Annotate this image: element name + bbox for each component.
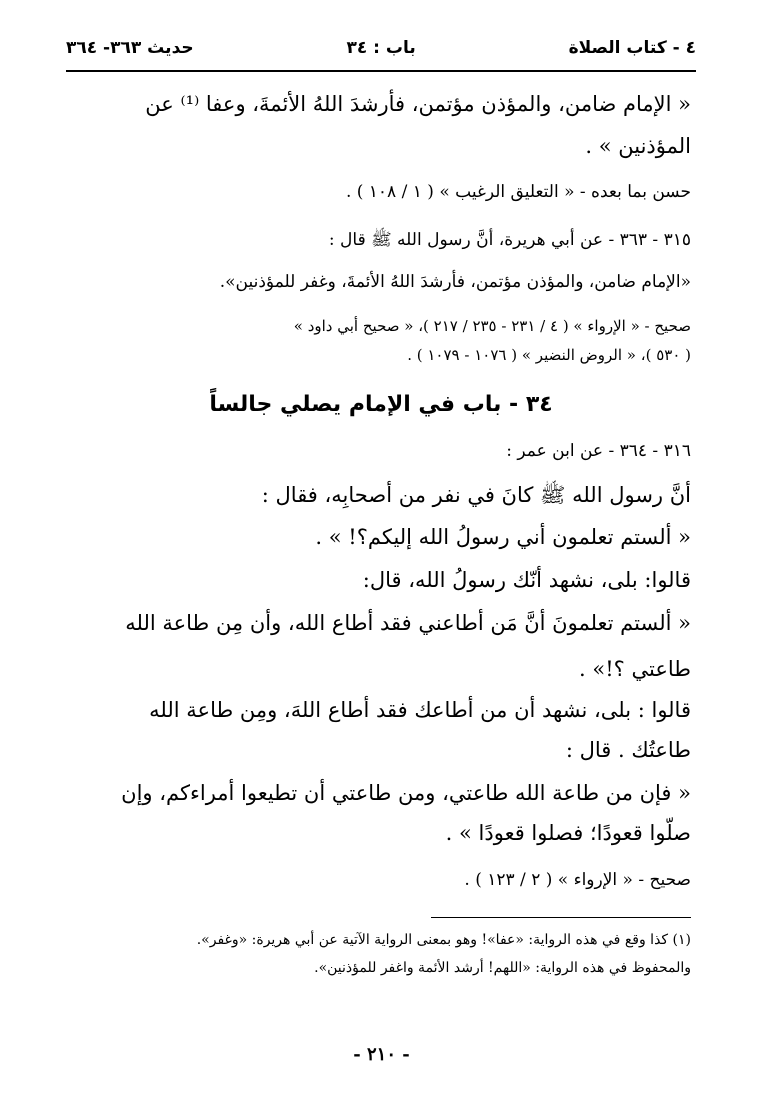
hadith-316-line-2: « ألستم تعلمون أني رسولُ الله إليكم؟! » .	[315, 525, 691, 549]
header-bab: باب : ٣٤	[346, 38, 416, 58]
header-hadith-range: حديث ٣٦٣- ٣٦٤	[66, 38, 194, 58]
hadith-314-text-line-2: المؤذنين » .	[585, 134, 691, 158]
header-divider	[66, 70, 696, 72]
hadith-316-intro: ٣١٦ - ٣٦٤ - عن ابن عمر :	[506, 441, 691, 461]
hadith-316-line-3: قالوا: بلى، نشهد أنّك رسولُ الله، قال:	[362, 568, 691, 592]
page-number: - ٢١٠ -	[353, 1044, 410, 1065]
hadith-315-text: «الإمام ضامن، والمؤذن مؤتمن، فأرشدَ اللهُ الأئمةَ، وغفر للمؤذنين».	[219, 272, 691, 292]
hadith-316-line-7: طاعتُك . قال :	[565, 738, 691, 762]
chapter-title: ٣٤ - باب في الإمام يصلي جالساً	[209, 392, 553, 417]
hadith-316-line-8: « فإن من طاعة الله طاعتي، ومن طاعتي أن تطيعوا أمراءكم، وإن	[121, 781, 691, 805]
hadith-316-line-5: طاعتي ؟!» .	[579, 657, 691, 681]
footnote-divider	[431, 917, 691, 918]
hadith-316-line-1: أنَّ رسول الله ﷺ كانَ في نفر من أصحابِه، فقال :	[261, 483, 691, 507]
hadith-316-line-9: صلّوا قعودًا؛ فصلوا قعودًا » .	[445, 821, 691, 845]
hadith-314-grade: حسن بما بعده - « التعليق الرغيب » ( ١ / ١٠٨ ) .	[345, 182, 691, 202]
header-chapter: ٤ - كتاب الصلاة	[568, 38, 696, 58]
hadith-316-grade: صحيح - « الإرواء » ( ٢ / ١٢٣ ) .	[464, 870, 691, 890]
footnote-line-1: (١) كذا وقع في هذه الرواية: «عفا»! وهو بمعنى الرواية الآتية عن أبي هريرة: «وغفر».	[196, 932, 691, 948]
running-header	[66, 28, 696, 68]
hadith-316-line-6: قالوا : بلى، نشهد أن من أطاعك فقد أطاع اللهَ، ومِن طاعة الله	[149, 698, 691, 722]
hadith-315-grade-line-2: ( ٥٣٠ )، « الروض النضير » ( ١٠٧٦ - ١٠٧٩ ) .	[407, 346, 691, 364]
hadith-316-line-4: « ألستم تعلمونَ أنَّ مَن أطاعني فقد أطاع الله، وأن مِن طاعة الله	[125, 611, 691, 635]
footnote-line-2: والمحفوظ في هذه الرواية: «اللهم! أرشد الأئمة واغفر للمؤذنين».	[314, 960, 691, 976]
hadith-315-intro: ٣١٥ - ٣٦٣ - عن أبي هريرة، أنَّ رسول الله ﷺ قال :	[328, 230, 691, 250]
hadith-315-grade-line-1: صحيح - « الإرواء » ( ٤ / ٢٣١ - ٢٣٥ / ٢١٧ )، « صحيح أبي داود »	[293, 317, 691, 335]
hadith-314-text-line-1: « الإمام ضامن، والمؤذن مؤتمن، فأرشدَ اللهُ الأئمةَ، وعفا ⁽¹⁾ عن	[145, 92, 691, 116]
